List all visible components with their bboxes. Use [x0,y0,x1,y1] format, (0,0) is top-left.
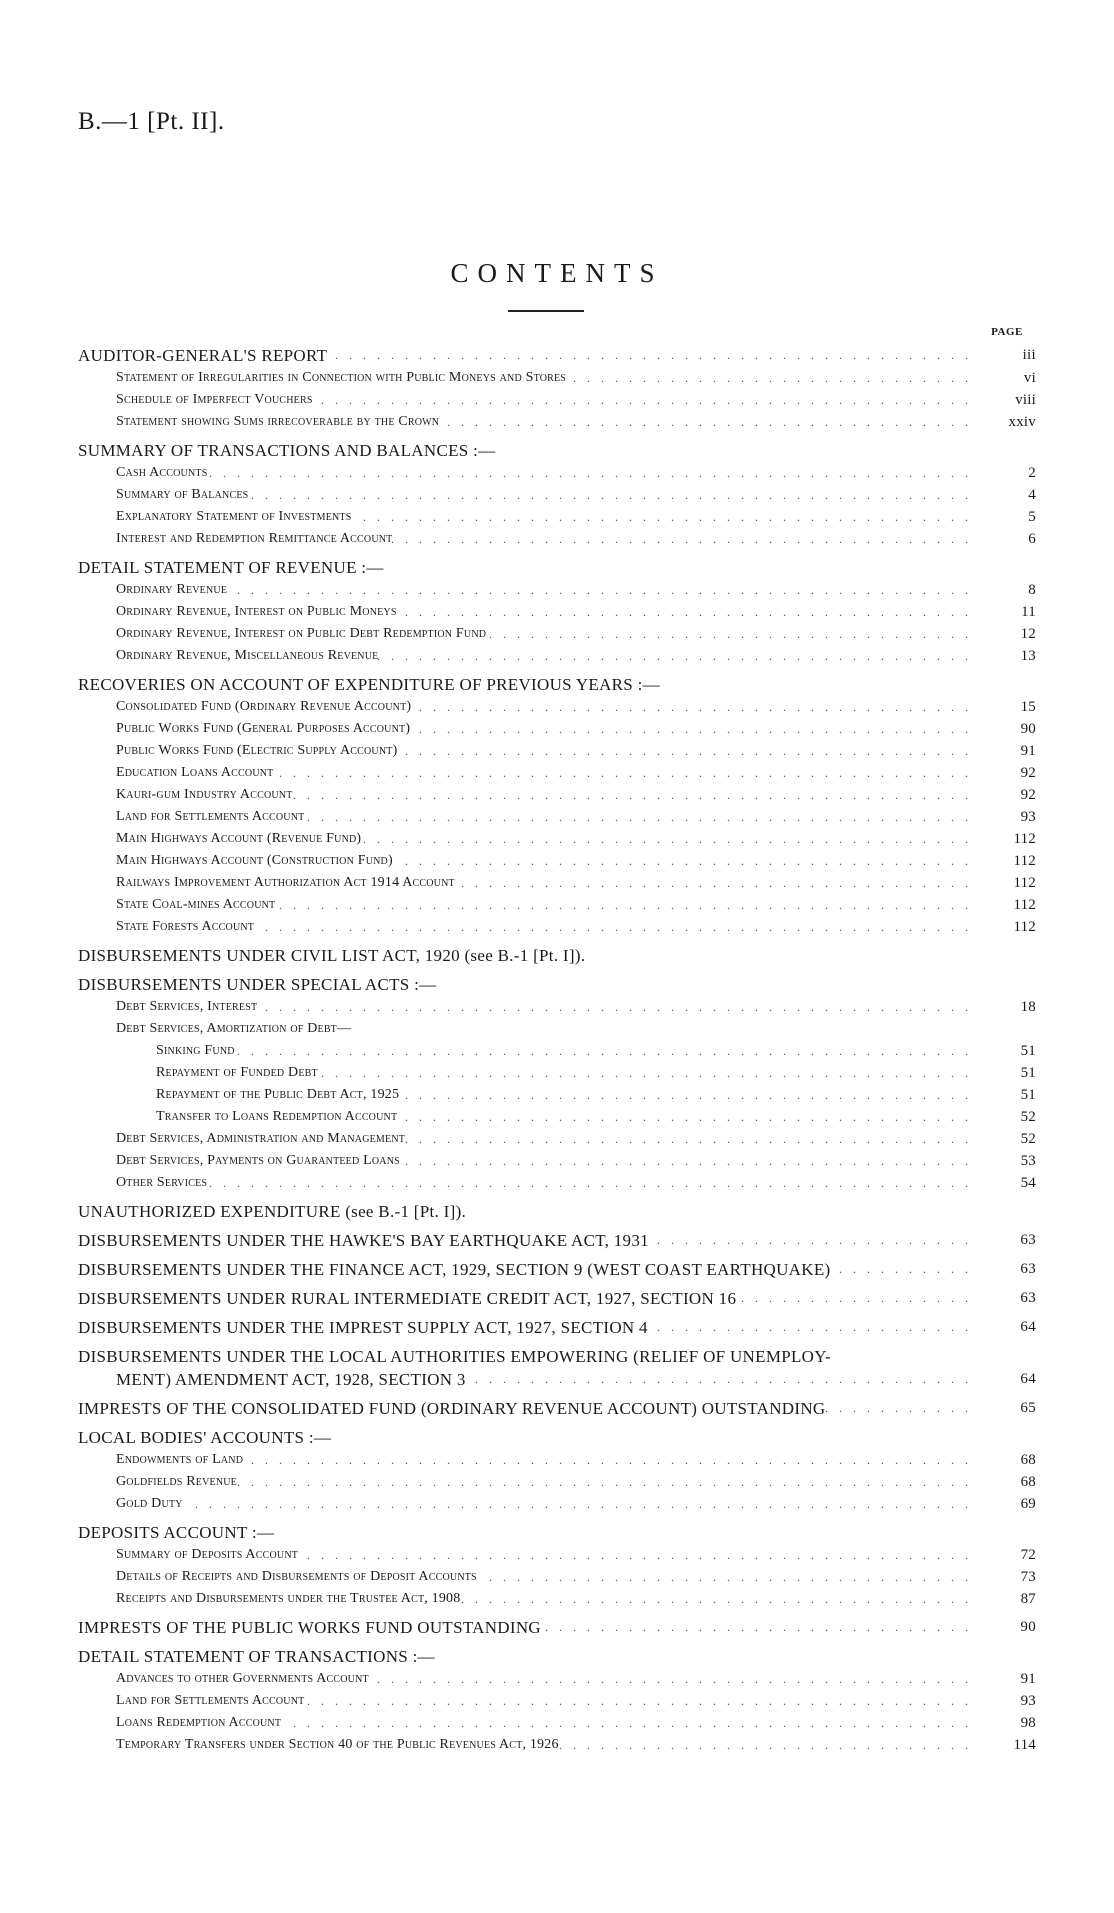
toc-page-number: 5 [1028,509,1036,525]
toc-heading-entry [78,344,1036,367]
toc-subentry [78,579,1036,601]
toc-subentry [78,506,1036,528]
toc-page-number: iii [1022,347,1036,363]
toc-subentry [78,806,1036,828]
toc-entry-label: Ordinary Revenue, Interest on Public Moneys [116,604,397,619]
leader-dots [254,916,978,938]
leader-dots [825,1397,978,1420]
leader-dots [257,996,978,1018]
leader-dots [455,872,978,894]
toc-entry-label: Statement showing Sums irrecoverable by the Crown [116,414,440,429]
toc-entry-label: Ordinary Revenue [116,582,228,597]
toc-page-number: 69 [1020,1496,1036,1512]
toc-entry-label: Debt Services, Payments on Guaranteed Loans [116,1153,400,1168]
toc-entry-label: Endowments of Land [116,1452,244,1467]
toc-page-number: 92 [1020,765,1036,781]
leader-dots [237,1471,978,1493]
toc-subentry [78,601,1036,623]
toc-subentry [78,1172,1036,1194]
toc-page-number: 90 [1020,1619,1036,1635]
toc-entry-label-continued: MENT) AMENDMENT ACT, 1928, SECTION 3 [116,1370,466,1389]
toc-page-number: 13 [1020,648,1036,664]
leader-dots [460,1588,978,1610]
toc-subentry [78,462,1036,484]
leader-dots [183,1493,978,1515]
toc-subentry [78,1018,1036,1040]
leader-dots [439,411,978,433]
leader-dots [318,1062,978,1084]
toc-entry-label: DEPOSITS ACCOUNT :— [78,1523,275,1542]
leader-dots [410,718,978,740]
toc-entry-label: Loans Redemption Account [116,1715,282,1730]
toc-page-number: 52 [1020,1131,1036,1147]
leader-dots [293,784,978,806]
toc-page-number: 12 [1020,626,1036,642]
leader-dots [207,462,978,484]
toc-page-number: 4 [1028,487,1036,503]
toc-page-number: 90 [1020,721,1036,737]
toc-page-number: 112 [1013,853,1036,869]
page-column-label: PAGE [991,326,1023,338]
toc-heading-entry [78,973,1036,996]
toc-page-number: 54 [1020,1175,1036,1191]
title-rule [508,310,584,312]
toc-entry-label: DETAIL STATEMENT OF REVENUE :— [78,558,384,577]
toc-entry-label: DISBURSEMENTS UNDER THE FINANCE ACT, 1929, SECTION 9 (WEST COAST EARTHQUAKE) [78,1260,831,1279]
toc-page-number: 93 [1020,809,1036,825]
toc-heading-entry [78,1645,1036,1668]
toc-entry-label: LOCAL BODIES' ACCOUNTS :— [78,1428,332,1447]
toc-subentry [78,740,1036,762]
toc-subentry [78,1128,1036,1150]
table-of-contents [78,344,1036,1756]
toc-page-number: 52 [1020,1109,1036,1125]
toc-subentry [78,1471,1036,1493]
toc-entry-label: DISBURSEMENTS UNDER THE LOCAL AUTHORITIES EMPOWERING (RELIEF OF UNEMPLOY- [78,1347,831,1366]
toc-entry-label: Other Services [116,1175,208,1190]
toc-subentry [78,828,1036,850]
leader-dots [477,1566,978,1588]
toc-subentry [78,389,1036,411]
toc-subentry [78,1493,1036,1515]
leader-dots [235,1040,978,1062]
toc-page-number: 8 [1028,582,1036,598]
toc-subentry [78,623,1036,645]
toc-subentry [78,1106,1036,1128]
toc-subentry [78,1712,1036,1734]
toc-entry-label: State Forests Account [116,919,255,934]
toc-entry-label: Kauri-gum Industry Account [116,787,293,802]
toc-page-number: 2 [1028,465,1036,481]
toc-entry-label: DISBURSEMENTS UNDER SPECIAL ACTS :— [78,975,437,994]
toc-subentry [78,484,1036,506]
toc-entry-label: Land for Settlements Account [116,809,305,824]
toc-subentry [78,872,1036,894]
toc-entry-label: IMPRESTS OF THE PUBLIC WORKS FUND OUTSTANDING [78,1618,542,1637]
leader-dots [298,1544,978,1566]
toc-entry-label: Main Highways Account (Construction Fund) [116,853,393,868]
leader-dots [393,850,978,872]
toc-entry-label: Transfer to Loans Redemption Account [156,1109,398,1124]
leader-dots [405,1128,978,1150]
toc-subentry [78,1062,1036,1084]
leader-dots [313,389,978,411]
toc-entry-label: Explanatory Statement of Investments [116,509,352,524]
toc-entry-label: Debt Services, Interest [116,999,258,1014]
toc-page-number: 112 [1013,831,1036,847]
toc-page-number: 73 [1020,1569,1036,1585]
toc-subentry [78,784,1036,806]
toc-subentry [78,1150,1036,1172]
toc-page-number: 51 [1020,1087,1036,1103]
toc-heading-entry [78,1287,1036,1310]
toc-page-number: vi [1023,370,1036,386]
toc-subentry [78,1084,1036,1106]
toc-entry-label: Statement of Irregularities in Connection with Public Moneys and Stores [116,370,567,385]
toc-entry-label: Debt Services, Administration and Management [116,1131,406,1146]
toc-subentry [78,1449,1036,1471]
toc-page-number: 72 [1020,1547,1036,1563]
toc-page-number: xxiv [1008,414,1036,430]
leader-dots [274,762,979,784]
toc-subentry [78,645,1036,667]
leader-dots [399,1084,978,1106]
toc-entry-label: Schedule of Imperfect Vouchers [116,392,313,407]
toc-entry-label: Summary of Balances [116,487,249,502]
toc-subentry [78,528,1036,550]
toc-page-number: 91 [1020,1671,1036,1687]
toc-entry-label: Advances to other Governments Account [116,1671,369,1686]
leader-dots [243,1449,978,1471]
toc-subentry [78,696,1036,718]
leader-dots [327,344,978,367]
toc-entry-label: Details of Receipts and Disbursements of Deposit Accounts [116,1569,477,1584]
toc-page-number: 92 [1020,787,1036,803]
leader-dots [304,806,978,828]
leader-dots [648,1316,978,1339]
toc-page-number: 68 [1020,1452,1036,1468]
toc-subentry [78,1588,1036,1610]
toc-entry-label: Repayment of Funded Debt [156,1065,318,1080]
toc-entry-label: Public Works Fund (Electric Supply Account) [116,743,398,758]
toc-page-number: 64 [1020,1319,1036,1335]
leader-dots [411,696,978,718]
toc-entry-label: Repayment of the Public Debt Act, 1925 [156,1087,400,1102]
toc-entry-label: AUDITOR-GENERAL'S REPORT [78,346,328,365]
toc-entry-label: Ordinary Revenue, Miscellaneous Revenue [116,648,379,663]
leader-dots [566,367,978,389]
toc-page-number: 51 [1020,1043,1036,1059]
toc-page-number: 112 [1013,919,1036,935]
toc-page-number: 98 [1020,1715,1036,1731]
toc-entry-label: Land for Settlements Account [116,1693,305,1708]
leader-dots [304,1690,978,1712]
toc-heading-entry [78,1616,1036,1639]
leader-dots [392,528,978,550]
toc-heading-entry [78,1426,1036,1449]
leader-dots [397,601,978,623]
toc-subentry [78,718,1036,740]
toc-entry-label: Main Highways Account (Revenue Fund) [116,831,362,846]
toc-page-number: 87 [1020,1591,1036,1607]
toc-page-number: 114 [1013,1737,1036,1753]
toc-subentry [78,996,1036,1018]
toc-heading-entry [78,1316,1036,1339]
leader-dots [397,1106,978,1128]
toc-page-number: 53 [1020,1153,1036,1169]
toc-entry-label: Temporary Transfers under Section 40 of the Public Revenues Act, 1926 [116,1737,559,1752]
toc-entry-label: Gold Duty [116,1496,183,1511]
toc-heading-entry [78,1397,1036,1420]
toc-entry-label: DISBURSEMENTS UNDER RURAL INTERMEDIATE CREDIT ACT, 1927, SECTION 16 [78,1289,737,1308]
toc-entry-label: Receipts and Disbursements under the Trustee Act, 1908 [116,1591,461,1606]
toc-entry-label: Summary of Deposits Account [116,1547,299,1562]
leader-dots [352,506,978,528]
leader-dots [281,1712,978,1734]
leader-dots [207,1172,978,1194]
toc-entry-label: Goldfields Revenue [116,1474,237,1489]
toc-page-number: 18 [1020,999,1036,1015]
toc-page-number: 93 [1020,1693,1036,1709]
toc-entry-label: State Coal-mines Account [116,897,276,912]
toc-entry-label: DISBURSEMENTS UNDER THE IMPREST SUPPLY ACT, 1927, SECTION 4 [78,1318,648,1337]
leader-dots [541,1616,978,1639]
toc-entry-label: Debt Services, Amortization of Debt— [116,1021,352,1036]
toc-subentry [78,1734,1036,1756]
toc-page-number: 63 [1020,1232,1036,1248]
leader-dots [361,828,978,850]
toc-subentry [78,894,1036,916]
toc-entry-label: Cash Accounts [116,465,208,480]
leader-dots [649,1229,978,1252]
toc-entry-label: DETAIL STATEMENT OF TRANSACTIONS :— [78,1647,435,1666]
toc-entry-label: Education Loans Account [116,765,274,780]
toc-page-number: 11 [1021,604,1036,620]
toc-entry-label: IMPRESTS OF THE CONSOLIDATED FUND (ORDINARY REVENUE ACCOUNT) OUTSTANDING [78,1399,826,1418]
toc-entry-label: Ordinary Revenue, Interest on Public Debt Redemption Fund [116,626,487,641]
document-reference: B.—1 [Pt. II]. [78,108,225,135]
toc-page-number: 63 [1020,1290,1036,1306]
leader-dots [378,645,978,667]
toc-subentry [78,1566,1036,1588]
toc-page-number: 15 [1020,699,1036,715]
toc-entry-label: DISBURSEMENTS UNDER THE HAWKE'S BAY EARTHQUAKE ACT, 1931 [78,1231,649,1250]
toc-heading-entry [78,439,1036,462]
toc-entry-label: SUMMARY OF TRANSACTIONS AND BALANCES :— [78,441,496,460]
leader-dots [736,1287,978,1310]
toc-page-number: 63 [1020,1261,1036,1277]
toc-subentry [78,916,1036,938]
leader-dots [559,1734,978,1756]
toc-entry-label: Interest and Redemption Remittance Account [116,531,393,546]
toc-heading-entry [78,1229,1036,1252]
toc-page-number: 68 [1020,1474,1036,1490]
toc-page-number: 64 [1020,1371,1036,1387]
toc-subentry [78,1040,1036,1062]
toc-heading-entry [78,556,1036,579]
page-title: CONTENTS [450,258,664,288]
toc-entry-label: UNAUTHORIZED EXPENDITURE (see B.-1 [Pt. I]). [78,1202,467,1221]
toc-entry-label: Sinking Fund [156,1043,235,1058]
toc-subentry [78,1544,1036,1566]
leader-dots [369,1668,978,1690]
toc-entry-label: Public Works Fund (General Purposes Account) [116,721,411,736]
toc-entry-label: RECOVERIES ON ACCOUNT OF EXPENDITURE OF PREVIOUS YEARS :— [78,675,660,694]
leader-dots [248,484,978,506]
toc-page-number: 112 [1013,875,1036,891]
toc-heading-entry [78,1345,1036,1391]
toc-subentry [78,1668,1036,1690]
leader-dots [486,623,978,645]
toc-heading-entry [78,944,1036,967]
toc-page-number: 51 [1020,1065,1036,1081]
toc-page-number: 112 [1013,897,1036,913]
toc-entry-label: DISBURSEMENTS UNDER CIVIL LIST ACT, 1920 (see B.-1 [Pt. I]). [78,946,586,965]
toc-heading-entry [78,1521,1036,1544]
leader-dots [275,894,978,916]
toc-page-number: 65 [1020,1400,1036,1416]
toc-heading-entry [78,1258,1036,1281]
leader-dots [227,579,978,601]
leader-dots [397,740,978,762]
toc-subentry [78,1690,1036,1712]
leader-dots [400,1150,978,1172]
leader-dots [830,1258,978,1281]
toc-entry-label: Railways Improvement Authorization Act 1914 Account [116,875,455,890]
toc-subentry [78,850,1036,872]
toc-heading-entry [78,1200,1036,1223]
toc-page-number: 6 [1028,531,1036,547]
toc-subentry [78,762,1036,784]
toc-page-number: 91 [1020,743,1036,759]
leader-dots [466,1368,978,1391]
toc-heading-entry [78,673,1036,696]
toc-subentry [78,411,1036,433]
toc-subentry [78,367,1036,389]
toc-page-number: viii [1015,392,1036,408]
toc-entry-label: Consolidated Fund (Ordinary Revenue Account) [116,699,412,714]
